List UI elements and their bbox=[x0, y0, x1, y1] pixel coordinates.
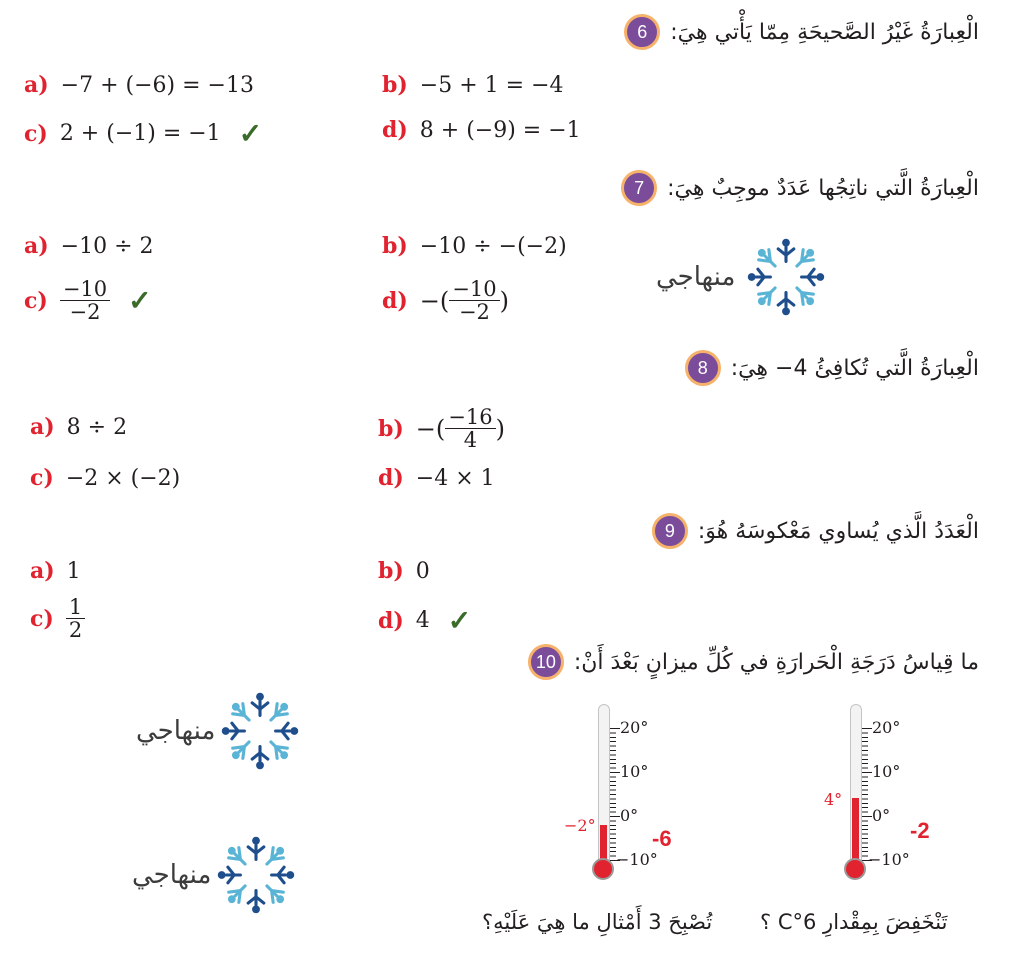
option-label: b) bbox=[382, 72, 408, 98]
scale-label: 20° bbox=[620, 718, 649, 737]
question-8-header bbox=[685, 350, 979, 386]
scale-label: 0° bbox=[620, 806, 639, 825]
manhaji-logo bbox=[132, 836, 295, 914]
scale-label: 20° bbox=[872, 718, 901, 737]
manhaji-logo bbox=[136, 692, 299, 770]
mercury-column bbox=[852, 798, 859, 865]
option-b[interactable] bbox=[378, 558, 430, 584]
fraction-denominator: 4 bbox=[463, 428, 478, 453]
question-text: الْعَدَدُ الَّذي يُساوي مَعْكوسَهُ هُوَ: bbox=[697, 518, 979, 544]
question-6-header bbox=[624, 14, 979, 50]
option-label: b) bbox=[378, 558, 404, 584]
option-value: −10 ÷ −(−2) bbox=[419, 233, 567, 259]
scale-label: −10° bbox=[868, 850, 910, 869]
option-label: a) bbox=[24, 233, 49, 259]
option-value: 2 + (−1) = −1 bbox=[59, 121, 221, 146]
option-label: a) bbox=[24, 72, 49, 98]
question-number-badge: 10 bbox=[528, 644, 564, 680]
option-c[interactable] bbox=[30, 596, 85, 641]
option-value: 0 bbox=[415, 558, 430, 584]
option-value: 8 + (−9) = −1 bbox=[419, 117, 581, 143]
answer-label: -6 bbox=[652, 826, 672, 851]
question-number-badge: 7 bbox=[621, 170, 657, 206]
option-d[interactable] bbox=[382, 278, 509, 323]
option-a[interactable] bbox=[24, 72, 254, 98]
fraction bbox=[449, 278, 499, 323]
fraction-numerator: −16 bbox=[445, 406, 495, 429]
scale-label: 10° bbox=[872, 762, 901, 781]
scale-label: 10° bbox=[620, 762, 649, 781]
question-number-badge: 9 bbox=[652, 513, 688, 549]
fraction-numerator: 1 bbox=[66, 596, 85, 619]
suffix: ) bbox=[495, 414, 505, 443]
thermometer-right bbox=[798, 690, 998, 890]
question-7-header bbox=[621, 170, 979, 206]
option-d[interactable] bbox=[382, 117, 581, 143]
question-text: الْعِبارَةُ الَّتي تُكافِئُ 4− هِيَ: bbox=[730, 355, 979, 381]
question-text: الْعِبارَةُ غَيْرُ الصَّحيحَةِ مِمّا يَأْتي هِيَ: bbox=[670, 19, 979, 45]
option-label: b) bbox=[382, 233, 408, 259]
option-b[interactable] bbox=[382, 233, 567, 259]
manhaji-logo bbox=[656, 238, 831, 316]
question-number-badge: 8 bbox=[685, 350, 721, 386]
fraction-numerator: −10 bbox=[60, 278, 110, 301]
people-circle-icon bbox=[741, 238, 831, 316]
fraction bbox=[66, 596, 85, 641]
prefix: −( bbox=[415, 414, 446, 443]
question-9-header bbox=[652, 513, 979, 549]
option-value: 1 bbox=[66, 558, 81, 584]
option-label: a) bbox=[30, 414, 55, 440]
option-label: d) bbox=[382, 117, 408, 143]
reading-label: 4° bbox=[824, 790, 843, 809]
fraction bbox=[445, 406, 495, 451]
people-circle-icon bbox=[217, 836, 295, 914]
thermometer-bulb bbox=[592, 858, 614, 880]
option-value: −2 × (−2) bbox=[65, 465, 181, 491]
check-icon: ✓ bbox=[128, 284, 152, 318]
suffix: ) bbox=[499, 286, 509, 315]
option-label: c) bbox=[30, 465, 54, 491]
option-value: 8 ÷ 2 bbox=[66, 414, 128, 440]
option-value: −5 + 1 = −4 bbox=[419, 72, 564, 98]
thermometer-bulb bbox=[844, 858, 866, 880]
fraction bbox=[60, 278, 110, 323]
option-label: d) bbox=[382, 287, 408, 314]
fraction-denominator: −2 bbox=[458, 300, 490, 325]
thermometer-left bbox=[546, 690, 746, 890]
option-label: c) bbox=[24, 120, 48, 147]
option-c[interactable] bbox=[24, 117, 262, 150]
people-circle-icon bbox=[221, 692, 299, 770]
reading-label: −2° bbox=[564, 816, 596, 835]
fraction-numerator: −10 bbox=[449, 278, 499, 301]
option-value: −7 + (−6) = −13 bbox=[60, 72, 254, 98]
thermometer-left-caption: تُصْبِحَ 3 أَمْثالِ ما هِيَ عَلَيْهِ؟ bbox=[482, 910, 713, 934]
thermometer-right-caption: تَنْخَفِضَ بِمِقْدارِ 6°C ؟ bbox=[760, 910, 948, 934]
minor-ticks bbox=[862, 728, 868, 860]
option-c[interactable] bbox=[30, 465, 180, 491]
option-c[interactable] bbox=[24, 278, 152, 323]
question-10-header bbox=[528, 644, 979, 680]
answer-label: -2 bbox=[910, 818, 930, 843]
logo-text: منهاجي bbox=[136, 716, 216, 746]
option-b[interactable] bbox=[378, 406, 505, 451]
logo-text: منهاجي bbox=[656, 262, 736, 292]
question-number-badge: 6 bbox=[624, 14, 660, 50]
scale-label: −10° bbox=[616, 850, 658, 869]
option-label: c) bbox=[24, 287, 48, 314]
option-value bbox=[416, 406, 505, 451]
question-text: ما قِياسُ دَرَجَةِ الْحَرارَةِ في كُلِّ ميزانٍ بَعْدَ أَنْ: bbox=[573, 649, 979, 675]
option-value: −10 ÷ 2 bbox=[60, 233, 154, 259]
logo-text: منهاجي bbox=[132, 860, 212, 890]
fraction-denominator: 2 bbox=[68, 618, 83, 643]
option-value: 4 bbox=[415, 608, 430, 633]
option-label: c) bbox=[30, 605, 54, 632]
check-icon: ✓ bbox=[447, 604, 472, 637]
option-label: b) bbox=[378, 415, 404, 442]
option-a[interactable] bbox=[30, 414, 127, 440]
fraction-denominator: −2 bbox=[69, 300, 101, 325]
option-value bbox=[420, 278, 509, 323]
option-a[interactable] bbox=[24, 233, 154, 259]
scale-label: 0° bbox=[872, 806, 891, 825]
option-label: a) bbox=[30, 558, 55, 584]
option-d[interactable] bbox=[378, 465, 495, 491]
option-label: d) bbox=[378, 607, 404, 634]
option-b[interactable] bbox=[382, 72, 564, 98]
minor-ticks bbox=[610, 728, 616, 860]
option-d[interactable] bbox=[378, 604, 471, 637]
option-a[interactable] bbox=[30, 558, 81, 584]
check-icon: ✓ bbox=[238, 117, 263, 150]
option-value: −4 × 1 bbox=[415, 465, 495, 491]
question-text: الْعِبارَةُ الَّتي ناتِجُها عَدَدٌ موجِبٌ هِيَ: bbox=[667, 175, 979, 201]
prefix: −( bbox=[419, 286, 450, 315]
option-label: d) bbox=[378, 465, 404, 491]
